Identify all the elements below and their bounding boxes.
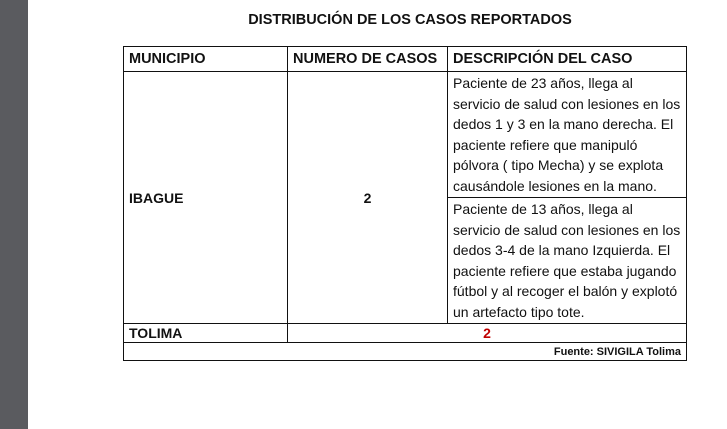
page-title: DISTRIBUCIÓN DE LOS CASOS REPORTADOS [248, 12, 572, 28]
table-row [124, 72, 687, 198]
cases-table [123, 46, 687, 361]
source-row [124, 343, 687, 361]
header-numero: NUMERO DE CASOS [288, 47, 448, 72]
total-row [124, 324, 687, 343]
total-label: TOLIMA [124, 324, 288, 343]
header-descripcion: DESCRIPCIÓN DEL CASO [448, 47, 687, 72]
viewer-side-bar [0, 0, 28, 429]
case-count-cell: 2 [288, 72, 448, 324]
case-description-1: Paciente de 23 años, llega al servicio de salud con lesiones en los dedos 1 y 3 en la mano derecha. El paciente refiere que manipuló pólvora ( tipo Mecha) y se explota causándole lesiones en la mano. [448, 72, 687, 198]
case-description-2: Paciente de 13 años, llega al servicio de salud con lesiones en los dedos 3-4 de la mano Izquierda. El paciente refiere que estaba jugando fútbol y al recoger el balón y explotó un artefacto tipo tote. [448, 198, 687, 324]
total-value: 2 [288, 324, 687, 343]
source-note: Fuente: SIVIGILA Tolima [124, 343, 687, 361]
municipio-cell: IBAGUE [124, 72, 288, 324]
header-municipio: MUNICIPIO [124, 47, 288, 72]
table-header-row [124, 47, 687, 72]
